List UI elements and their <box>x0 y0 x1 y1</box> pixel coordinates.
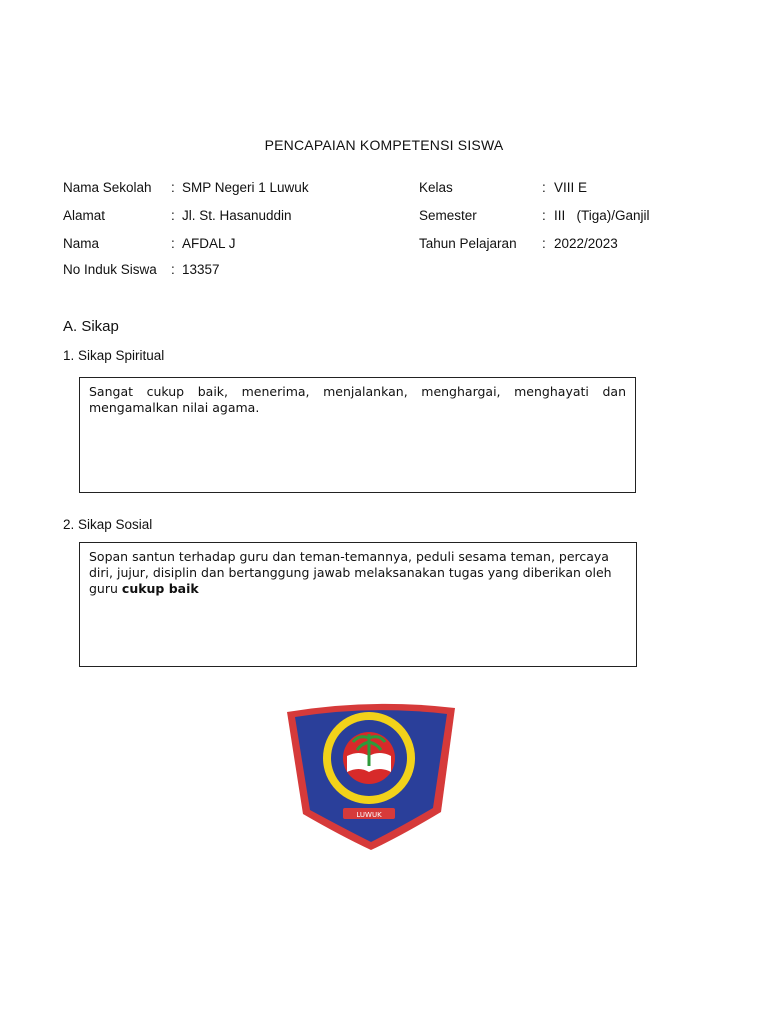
page-title: PENCAPAIAN KOMPETENSI SISWA <box>264 137 504 153</box>
sikap-spiritual-text: Sangat cukup baik, menerima, menjalankan, menghargai, menghayati dan mengamalkan nilai agama. <box>89 384 626 415</box>
sep: : <box>171 262 175 277</box>
sikap-spiritual-heading: 1. Sikap Spiritual <box>63 348 165 363</box>
label-alamat: Alamat <box>63 208 106 223</box>
value-no-induk: 13357 <box>182 262 220 277</box>
label-nama-sekolah: Nama Sekolah <box>63 180 152 195</box>
label-nama: Nama <box>63 236 100 251</box>
section-a-heading: A. Sikap <box>63 318 119 335</box>
sep: : <box>542 208 546 223</box>
value-nama-sekolah: SMP Negeri 1 Luwuk <box>182 180 309 195</box>
crest-banner-text: LUWUK <box>356 811 382 819</box>
value-kelas: VIII E <box>554 180 588 195</box>
label-tahun-pelajaran: Tahun Pelajaran <box>419 236 517 251</box>
value-tahun-pelajaran: 2022/2023 <box>554 236 618 251</box>
school-crest-icon <box>281 694 461 850</box>
label-kelas: Kelas <box>419 180 453 195</box>
value-semester: III (Tiga)/Ganjil <box>554 208 650 223</box>
sikap-sosial-box <box>79 542 637 667</box>
value-nama: AFDAL J <box>182 236 236 251</box>
sep: : <box>542 180 546 195</box>
sep: : <box>171 236 175 251</box>
sikap-sosial-heading: 2. Sikap Sosial <box>63 517 153 532</box>
sikap-sosial-text: Sopan santun terhadap guru dan teman-temannya, peduli sesama teman, percaya diri, jujur, disiplin dan bertanggung jawab melaksanakan tugas yang diberikan oleh guru <box>89 549 612 596</box>
sep: : <box>542 236 546 251</box>
value-alamat: Jl. St. Hasanuddin <box>182 208 292 223</box>
sikap-sosial-text-bold: cukup baik <box>121 581 199 596</box>
label-semester: Semester <box>419 208 477 223</box>
label-no-induk: No Induk Siswa <box>63 262 157 277</box>
sep: : <box>171 208 175 223</box>
sep: : <box>171 180 175 195</box>
sikap-spiritual-box <box>79 377 636 493</box>
